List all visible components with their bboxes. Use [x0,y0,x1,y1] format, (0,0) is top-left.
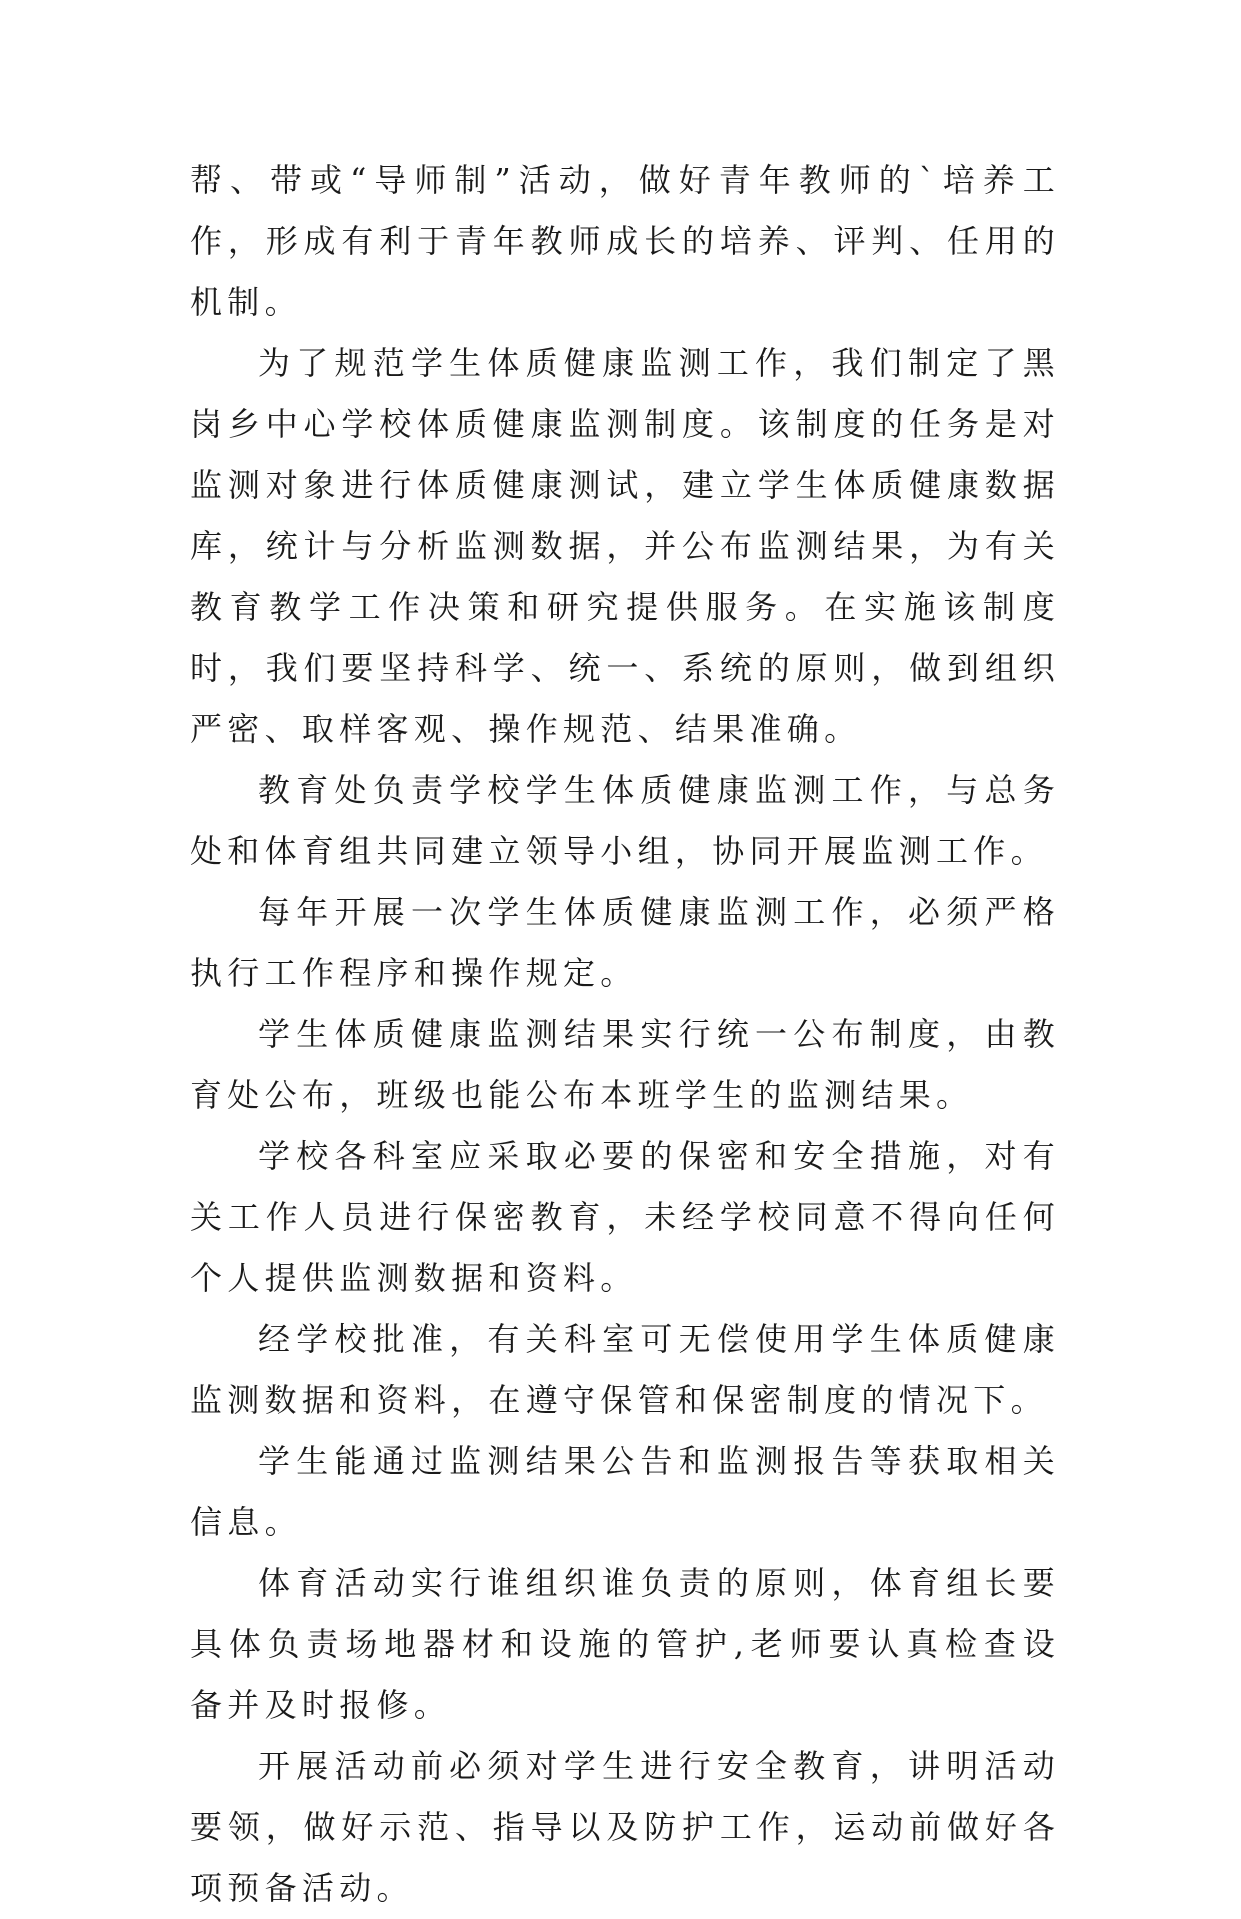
paragraph-6: 学校各科室应采取必要的保密和安全措施，对有关工作人员进行保密教育，未经学校同意不得向任何个人提供监测数据和资料。 [190,1137,1060,1297]
paragraph-3: 教育处负责学校学生体质健康监测工作，与总务处和体育组共同建立领导小组，协同开展监测工作。 [190,771,1060,870]
paragraph-5: 学生体质健康监测结果实行统一公布制度，由教育处公布，班级也能公布本班学生的监测结果。 [190,1015,1060,1114]
paragraph-9: 体育活动实行谁组织谁负责的原则，体育组长要具体负责场地器材和设施的管护,老师要认真检查设备并及时报修。 [190,1564,1060,1724]
paragraph-1: 帮、带或“导师制”活动，做好青年教师的`培养工作，形成有利于青年教师成长的培养、评判、任用的机制。 [190,161,1060,321]
paragraph-8: 学生能通过监测结果公告和监测报告等获取相关信息。 [190,1442,1060,1541]
paragraph-10: 开展活动前必须对学生进行安全教育，讲明活动要领，做好示范、指导以及防护工作，运动前做好各项预备活动。 [190,1747,1060,1907]
paragraph-4: 每年开展一次学生体质健康监测工作，必须严格执行工作程序和操作规定。 [190,893,1060,992]
paragraph-7: 经学校批准，有关科室可无偿使用学生体质健康监测数据和资料，在遵守保管和保密制度的情况下。 [190,1320,1060,1419]
document-body [190,150,1060,1919]
paragraph-2: 为了规范学生体质健康监测工作，我们制定了黑岗乡中心学校体质健康监测制度。该制度的任务是对监测对象进行体质健康测试，建立学生体质健康数据库，统计与分析监测数据，并公布监测结果，为有关教育教学工作决策和研究提供服务。在实施该制度时，我们要坚持科学、统一、系统的原则，做到组织严密、取样客观、操作规范、结果准确。 [190,344,1060,748]
